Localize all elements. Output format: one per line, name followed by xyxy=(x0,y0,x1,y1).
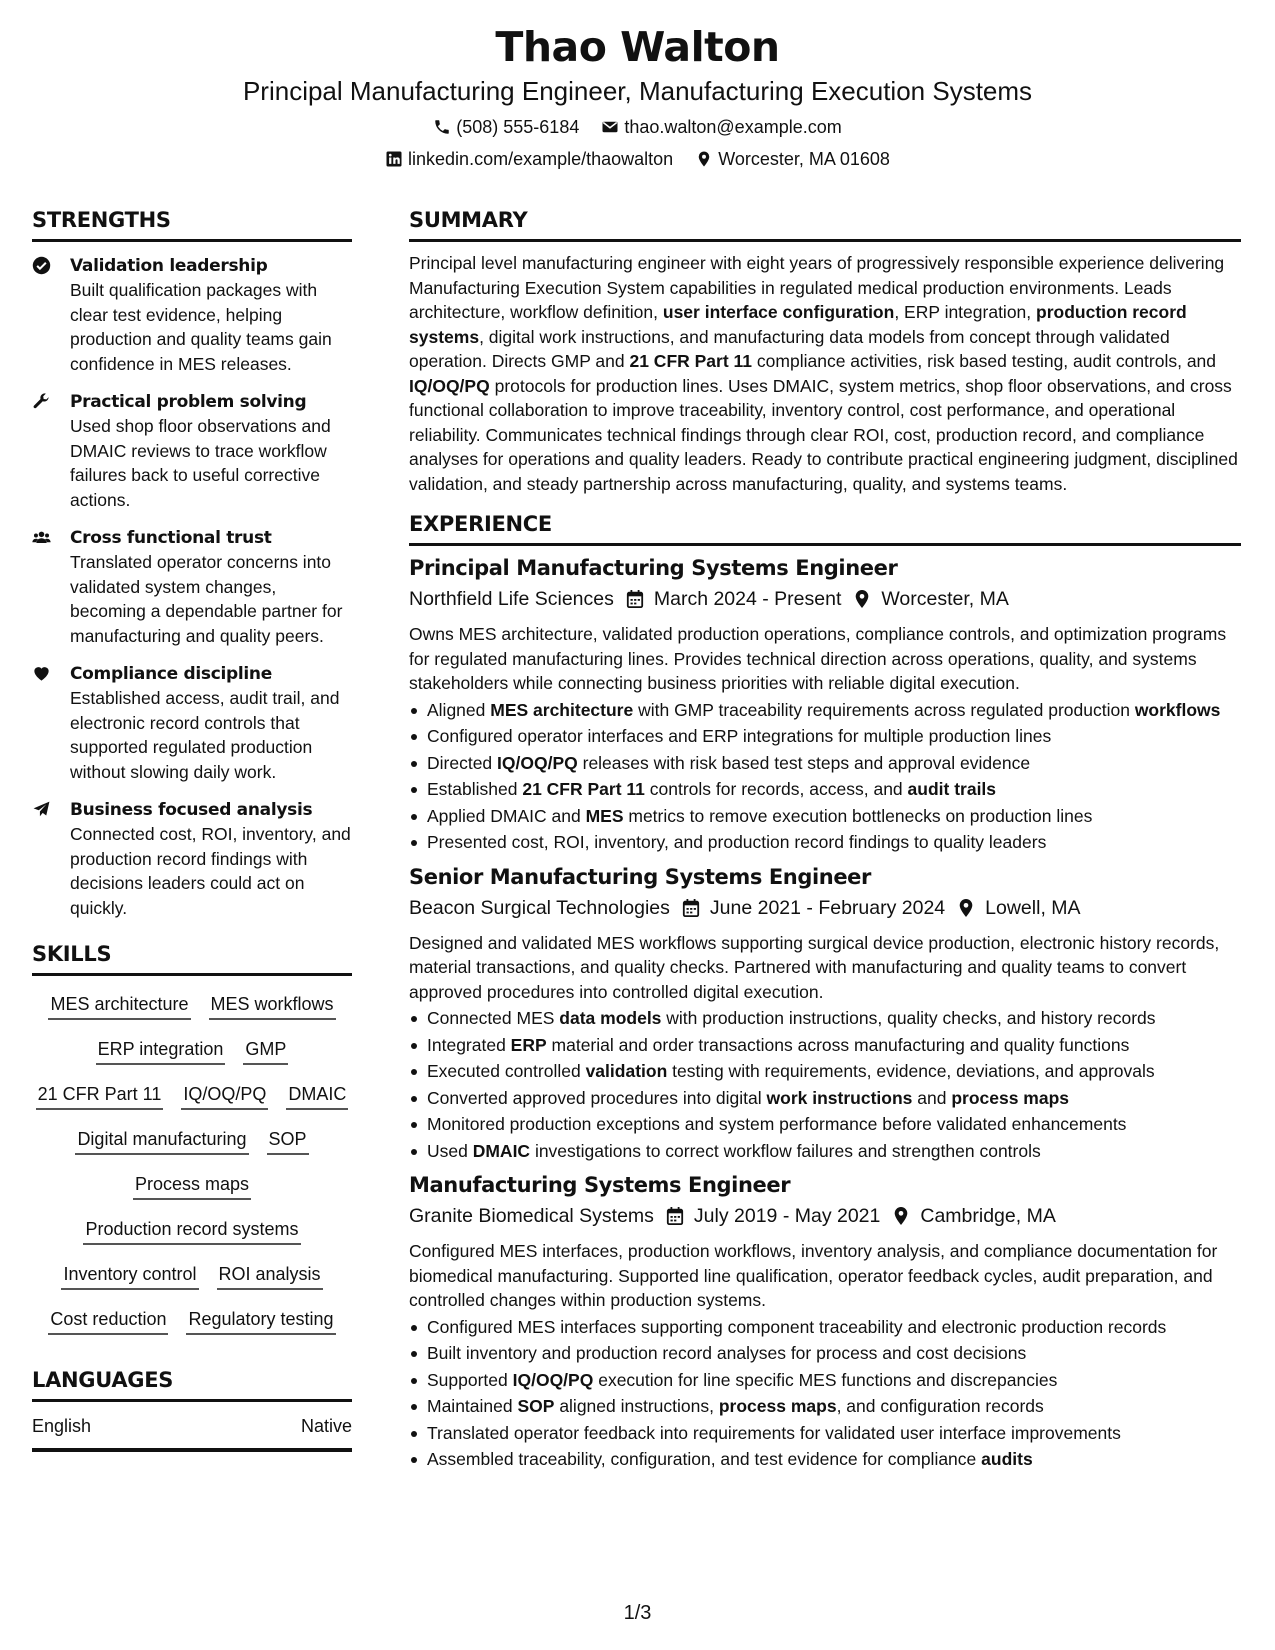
emphasis-text: 21 CFR Part 11 xyxy=(522,779,645,799)
emphasis-text: MES xyxy=(585,805,624,826)
emphasis-text: MES architecture xyxy=(490,699,634,720)
skill-tag: Cost reduction xyxy=(48,1307,168,1335)
linkedin-text[interactable]: linkedin.com/example/thaowalton xyxy=(408,149,674,169)
users-icon xyxy=(32,528,51,547)
skill-row xyxy=(75,1119,308,1164)
job-meta xyxy=(409,894,1241,922)
job-dates-text: July 2019 - May 2021 xyxy=(693,1205,881,1227)
email-contact[interactable] xyxy=(601,115,841,139)
languages-heading: LANGUAGES xyxy=(32,1366,352,1402)
email-text[interactable]: thao.walton@example.com xyxy=(624,117,842,137)
location-contact xyxy=(695,147,890,171)
job-location xyxy=(853,585,1009,613)
paper-plane-icon xyxy=(32,800,51,819)
skill-tag: ROI analysis xyxy=(217,1262,323,1290)
job-bullet: Configured operator interfaces and ERP integrations for multiple production lines xyxy=(409,724,1241,749)
job-bullet: Built inventory and production record analyses for process and cost decisions xyxy=(409,1341,1241,1366)
skill-row xyxy=(96,1029,289,1074)
skill-tag: ERP integration xyxy=(96,1037,226,1065)
job-title: Manufacturing Systems Engineer xyxy=(409,1173,791,1197)
location-text: Worcester, MA 01608 xyxy=(718,149,890,169)
emphasis-text: ERP xyxy=(510,1034,547,1055)
strength-desc: Used shop floor observations and DMAIC reviews to trace workflow failures back to useful corrective actions. xyxy=(70,416,331,510)
job-description: Owns MES architecture, validated production operations, compliance controls, and optimization programs for regulated manufacturing lines. Provides technical direction across operations, quality, and systems stakeholders while connecting business priorities with reliable digital execution. xyxy=(409,624,1227,693)
job-description: Configured MES interfaces, production workflows, inventory analysis, and compliance documentation for biomedical manufacturing. Supported line qualification, operator feedback cycles, audit preparation, and controlled changes within production systems. xyxy=(409,1241,1218,1310)
company-name: Granite Biomedical Systems xyxy=(409,1205,654,1227)
emphasis-text: user interface configuration xyxy=(662,302,895,322)
wrench-icon xyxy=(32,392,51,411)
company-name: Northfield Life Sciences xyxy=(409,588,614,610)
phone-contact xyxy=(433,115,579,139)
job-location xyxy=(892,1202,1055,1230)
right-column xyxy=(409,206,1241,1474)
job-location-text: Lowell, MA xyxy=(985,896,1081,919)
candidate-name: Thao Walton xyxy=(495,23,780,71)
strength-title: Validation leadership xyxy=(70,256,268,276)
skill-tag: DMAIC xyxy=(286,1082,348,1110)
contact-row-2 xyxy=(0,147,1275,171)
strength-item xyxy=(32,390,352,512)
experience-list xyxy=(409,554,1241,1472)
emphasis-text: IQ/OQ/PQ xyxy=(409,375,490,396)
left-column xyxy=(32,206,352,1452)
strengths-heading: STRENGTHS xyxy=(32,206,352,242)
job-bullet: Executed controlled validation testing with requirements, evidence, deviations, and approvals xyxy=(409,1059,1241,1084)
job-entry xyxy=(409,1171,1241,1472)
strength-item xyxy=(32,526,352,648)
emphasis-text: validation xyxy=(585,1061,668,1081)
emphasis-text: process maps xyxy=(718,1396,837,1416)
language-level: Native xyxy=(300,1416,352,1436)
envelope-icon xyxy=(601,118,619,136)
skill-tag: GMP xyxy=(243,1037,288,1065)
job-bullet: Used DMAIC investigations to correct workflow failures and strengthen controls xyxy=(409,1139,1241,1164)
skill-tag: Inventory control xyxy=(61,1262,198,1290)
emphasis-text: audits xyxy=(981,1449,1033,1469)
job-dates-text: March 2024 - Present xyxy=(653,588,842,610)
job-dates-text: June 2021 - February 2024 xyxy=(709,896,946,919)
map-pin-icon xyxy=(695,150,713,168)
skill-tag: Production record systems xyxy=(83,1217,300,1245)
skill-row xyxy=(61,1254,322,1299)
emphasis-text: production record systems xyxy=(409,302,1187,347)
calendar-icon xyxy=(626,589,644,609)
check-circle-icon xyxy=(32,256,51,275)
summary-text: Principal level manufacturing engineer with eight years of progressively responsible experience delivering Manufacturing Execution System capabilities in regulated medical production environments. Leads architecture, workflow definition, user interface configuration, ERP integration, production record systems, digital work instructions, and manufacturing data models from concept through validated operation. Directs GMP and 21 CFR Part 11 compliance activities, risk based testing, audit controls, and IQ/OQ/PQ protocols for production lines. Uses DMAIC, system metrics, shop floor observations, and cross functional collaboration to improve traceability, inventory control, cost performance, and operational reliability. Communicates technical findings through clear ROI, cost, production record, and compliance analyses for operations and quality leaders. Ready to contribute practical engineering judgment, disciplined validation, and steady partnership across manufacturing, quality, and systems teams. xyxy=(409,253,1238,494)
skill-tag: MES workflows xyxy=(209,992,336,1020)
strength-item xyxy=(32,662,352,784)
skill-row xyxy=(133,1164,251,1209)
emphasis-text: process maps xyxy=(951,1087,1070,1108)
job-dates xyxy=(626,585,842,613)
job-bullet: Assembled traceability, configuration, and test evidence for compliance audits xyxy=(409,1447,1241,1472)
phone-icon xyxy=(433,118,451,136)
job-bullet: Supported IQ/OQ/PQ execution for line specific MES functions and discrepancies xyxy=(409,1368,1241,1393)
emphasis-text: work instructions xyxy=(766,1087,913,1108)
map-pin-icon xyxy=(957,898,975,918)
calendar-icon xyxy=(666,1206,684,1226)
linkedin-icon xyxy=(385,150,403,168)
job-entry xyxy=(409,554,1241,855)
emphasis-text: SOP xyxy=(517,1396,555,1416)
skill-row xyxy=(48,1299,335,1344)
strength-title: Cross functional trust xyxy=(70,528,272,548)
emphasis-text: IQ/OQ/PQ xyxy=(512,1369,594,1390)
job-meta xyxy=(409,1202,1241,1230)
skill-tag: SOP xyxy=(267,1127,309,1155)
skill-tag: Regulatory testing xyxy=(186,1307,335,1335)
job-bullet: Maintained SOP aligned instructions, process maps, and configuration records xyxy=(409,1394,1241,1419)
phone-text: (508) 555-6184 xyxy=(456,117,580,137)
job-location-text: Worcester, MA xyxy=(881,588,1009,610)
skills-list xyxy=(32,984,352,1344)
job-bullet: Aligned MES architecture with GMP traceability requirements across regulated production workflows xyxy=(409,698,1241,723)
job-location xyxy=(957,894,1080,922)
emphasis-text: audit trails xyxy=(907,779,997,799)
candidate-title: Principal Manufacturing Engineer, Manufacturing Execution Systems xyxy=(242,76,1033,106)
strength-title: Practical problem solving xyxy=(70,392,307,412)
language-row xyxy=(32,1402,352,1452)
skills-heading: SKILLS xyxy=(32,940,352,976)
job-bullet: Connected MES data models with production instructions, quality checks, and history records xyxy=(409,1006,1241,1031)
strength-title: Compliance discipline xyxy=(70,664,272,684)
job-bullet: Presented cost, ROI, inventory, and production record findings to quality leaders xyxy=(409,830,1241,855)
contact-row-1 xyxy=(0,115,1275,139)
experience-heading: EXPERIENCE xyxy=(409,510,1241,546)
skill-row xyxy=(83,1209,300,1254)
job-bullet: Configured MES interfaces supporting component traceability and electronic production records xyxy=(409,1315,1241,1340)
job-description: Designed and validated MES workflows supporting surgical device production, electronic history records, material transactions, and quality checks. Partnered with manufacturing and quality teams to convert approved procedures into controlled digital execution. xyxy=(409,932,1220,1002)
job-entry xyxy=(409,863,1241,1164)
strength-desc: Connected cost, ROI, inventory, and production record findings with decisions leaders could act on quickly. xyxy=(70,824,351,918)
job-bullets xyxy=(409,698,1241,855)
heart-icon xyxy=(32,664,51,683)
strengths-list xyxy=(32,254,352,920)
page-number: 1/3 xyxy=(623,1602,652,1624)
strength-desc: Established access, audit trail, and electronic record controls that supported regulated production without slowing daily work. xyxy=(70,688,340,782)
skill-tag: 21 CFR Part 11 xyxy=(36,1082,164,1110)
emphasis-text: data models xyxy=(559,1008,662,1028)
skill-tag: Digital manufacturing xyxy=(75,1127,248,1155)
strength-desc: Built qualification packages with clear test evidence, helping production and quality teams gain confidence in MES releases. xyxy=(70,280,332,374)
job-title: Principal Manufacturing Systems Engineer xyxy=(409,556,898,580)
job-bullet: Translated operator feedback into requirements for validated user interface improvements xyxy=(409,1421,1241,1446)
skill-row xyxy=(48,984,335,1029)
calendar-icon xyxy=(682,898,700,918)
skill-tag: IQ/OQ/PQ xyxy=(181,1082,268,1110)
job-dates xyxy=(666,1202,880,1230)
strength-title: Business focused analysis xyxy=(70,800,313,820)
summary-heading: SUMMARY xyxy=(409,206,1241,242)
job-dates xyxy=(682,894,945,922)
skill-tag: MES architecture xyxy=(48,992,190,1020)
emphasis-text: workflows xyxy=(1134,699,1221,720)
linkedin-contact[interactable] xyxy=(385,147,673,171)
skill-tag: Process maps xyxy=(133,1172,251,1200)
strength-item xyxy=(32,798,352,920)
job-bullet: Established 21 CFR Part 11 controls for records, access, and audit trails xyxy=(409,777,1241,802)
job-bullet: Converted approved procedures into digital work instructions and process maps xyxy=(409,1086,1241,1111)
emphasis-text: IQ/OQ/PQ xyxy=(497,752,578,773)
job-title: Senior Manufacturing Systems Engineer xyxy=(409,864,871,889)
language-name: English xyxy=(32,1416,92,1436)
emphasis-text: DMAIC xyxy=(472,1140,531,1161)
job-meta xyxy=(409,585,1241,613)
company-name: Beacon Surgical Technologies xyxy=(409,896,670,919)
map-pin-icon xyxy=(853,589,871,609)
job-bullet: Directed IQ/OQ/PQ releases with risk based test steps and approval evidence xyxy=(409,751,1241,776)
skill-row xyxy=(36,1074,349,1119)
map-pin-icon xyxy=(892,1206,910,1226)
strength-item xyxy=(32,254,352,376)
job-bullets xyxy=(409,1315,1241,1472)
job-bullets xyxy=(409,1006,1241,1163)
emphasis-text: 21 CFR Part 11 xyxy=(629,351,753,371)
job-location-text: Cambridge, MA xyxy=(920,1205,1056,1227)
job-bullet: Monitored production exceptions and system performance before validated enhancements xyxy=(409,1112,1241,1137)
job-bullet: Integrated ERP material and order transactions across manufacturing and quality functions xyxy=(409,1033,1241,1058)
strength-desc: Translated operator concerns into validated system changes, becoming a dependable partner for manufacturing and quality peers. xyxy=(70,552,343,646)
resume-header xyxy=(0,22,1275,171)
job-bullet: Applied DMAIC and MES metrics to remove execution bottlenecks on production lines xyxy=(409,804,1241,829)
